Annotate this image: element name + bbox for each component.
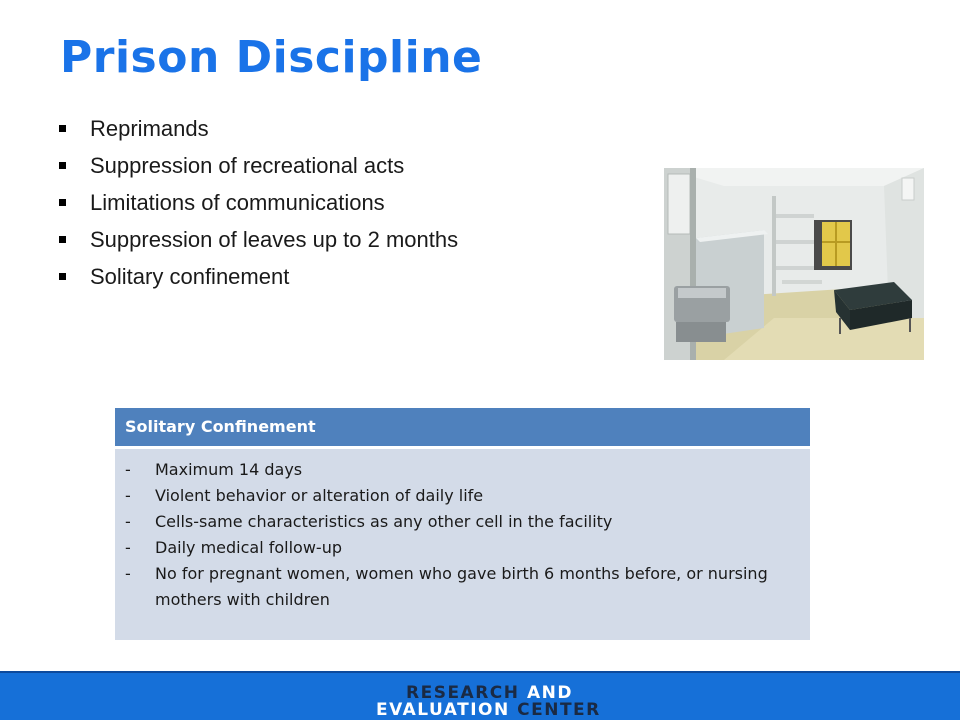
bullet-text: Suppression of recreational acts [90,152,405,178]
bullet-text: Suppression of leaves up to 2 months [90,226,459,252]
prison-cell-photo [664,168,924,360]
square-bullet-icon [59,236,66,243]
dash-marker: - [125,460,131,479]
bullet-item [56,258,458,295]
dash-marker: - [125,538,131,557]
dash-marker: - [125,564,131,583]
bullet-item [56,221,458,258]
bullet-item [56,147,458,184]
square-bullet-icon [59,125,66,132]
logo-word-evaluation: EVALUATION [376,700,510,720]
list-item [125,483,800,509]
list-item [125,509,800,535]
bullet-list [56,110,458,295]
square-bullet-icon [59,199,66,206]
slide-title: Prison Discipline [60,32,483,83]
dash-marker: - [125,486,131,505]
list-item-text: Violent behavior or alteration of daily life [155,486,484,505]
logo-word-and: AND [526,683,573,703]
center-logo [376,685,606,719]
list-item-text: Maximum 14 days [155,460,303,479]
box-header: Solitary Confinement [115,408,810,449]
solitary-confinement-box [115,408,810,640]
bullet-item [56,110,458,147]
footer-bar [0,671,960,720]
list-item-text: Cells-same characteristics as any other cell in the facility [155,512,613,531]
logo-word-research: RESEARCH [406,683,520,703]
list-item [125,561,800,613]
bullet-text: Limitations of communications [90,189,385,215]
list-item [125,457,800,483]
list-item-text: No for pregnant women, women who gave birth 6 months before, or nursing mothers with children [155,564,768,609]
logo-word-center: CENTER [517,700,601,720]
bullet-text: Solitary confinement [90,263,290,289]
square-bullet-icon [59,162,66,169]
dash-marker: - [125,512,131,531]
bullet-item [56,184,458,221]
list-item-text: Daily medical follow-up [155,538,342,557]
square-bullet-icon [59,273,66,280]
box-list [115,449,810,613]
bullet-text: Reprimands [90,115,209,141]
list-item [125,535,800,561]
